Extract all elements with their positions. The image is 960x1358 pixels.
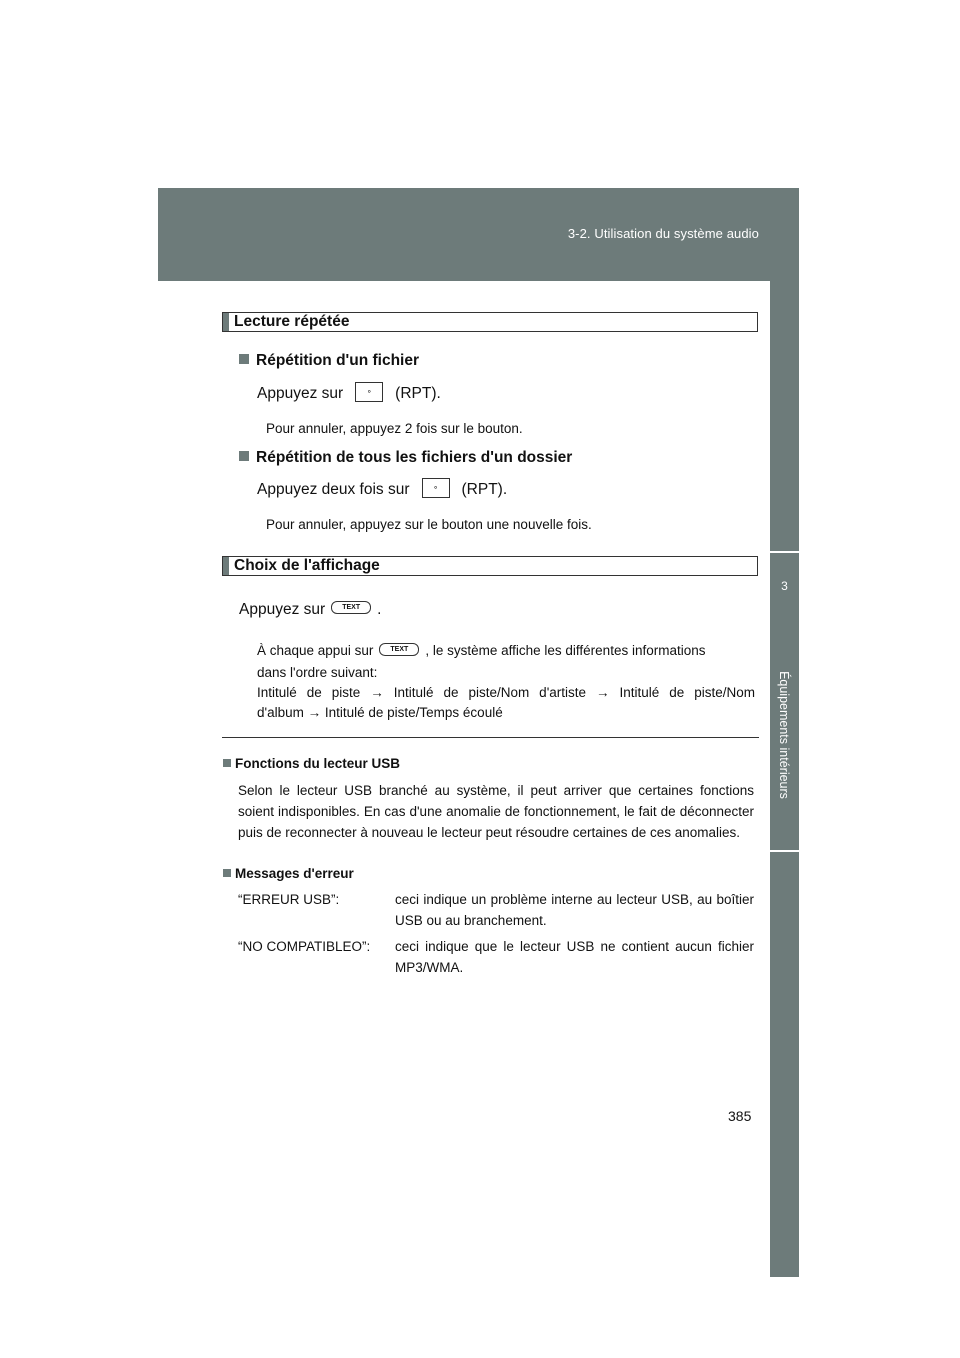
section-title-repeat: [222, 312, 758, 332]
header-band: [158, 188, 799, 281]
detail-prefix: À chaque appui sur: [257, 643, 374, 658]
section-title-display: [222, 556, 758, 576]
notes-divider: [222, 737, 759, 738]
bullet-square-icon: [239, 354, 249, 364]
note-usb-text: Selon le lecteur USB branché au système, il peut arriver que certaines fonctions soient indisponibles. En cas d'une anomalie de fonctionnement, le fait de déconnecter puis de reconnecter à nouveau le lecteur peut résoudre certaines de ces anomalies.: [238, 783, 754, 840]
section-header: 3-2. Utilisation du système audio: [567, 226, 759, 241]
instruction-repeat-folder: [257, 480, 507, 500]
error-description: ceci indique que le lecteur USB ne contient aucun fichier MP3/WMA.: [395, 939, 754, 975]
section-title-text: Choix de l'affichage: [234, 557, 380, 574]
instruction-prefix: Appuyez deux fois sur: [257, 481, 410, 499]
display-sequence-line2: d'album → Intitulé de piste/Temps écoulé: [257, 705, 503, 720]
item-heading-repeat-file: [239, 352, 419, 370]
bullet-square-icon: [223, 869, 231, 877]
instruction-suffix: (RPT).: [461, 481, 508, 499]
text-button-icon: TEXT: [379, 643, 419, 656]
instruction-display: [239, 601, 381, 619]
instruction-repeat-file: [257, 384, 441, 404]
bullet-square-icon: [239, 451, 249, 461]
error-row: [238, 889, 754, 931]
note-repeat-folder: Pour annuler, appuyez sur le bouton une nouvelle fois.: [266, 517, 592, 532]
note-repeat-file: Pour annuler, appuyez 2 fois sur le bouton.: [266, 421, 523, 436]
item-heading-repeat-folder: [239, 449, 572, 467]
note-heading-usb: [223, 756, 400, 771]
side-tab-chapter: [770, 553, 799, 850]
instruction-prefix: Appuyez sur: [257, 385, 344, 403]
error-code: “ERREUR USB”:: [238, 892, 340, 907]
title-bar: [223, 313, 229, 331]
side-tab-bottom: [770, 852, 799, 1277]
display-detail-line1: [257, 643, 705, 658]
side-tab-top: [770, 188, 799, 551]
item-heading-text: Répétition de tous les fichiers d'un dossier: [256, 449, 573, 466]
note-heading-text: Messages d'erreur: [235, 866, 354, 881]
note-heading-text: Fonctions du lecteur USB: [235, 756, 401, 771]
chapter-number: 3: [781, 579, 788, 593]
rpt-button-icon: ∘: [355, 382, 383, 402]
title-bar: [223, 557, 229, 575]
section-title-text: Lecture répétée: [234, 313, 350, 330]
error-row: [238, 936, 754, 978]
rpt-button-icon: ∘: [422, 478, 450, 498]
error-description: ceci indique un problème interne au lecteur USB, au boîtier USB ou au branchement.: [395, 892, 754, 928]
bullet-square-icon: [223, 759, 231, 767]
instruction-suffix: .: [377, 601, 382, 618]
instruction-prefix: Appuyez sur: [239, 601, 326, 618]
chapter-title: Équipements intérieurs: [777, 671, 791, 799]
page-number: 385: [728, 1108, 752, 1124]
error-code: “NO COMPATIBLEO”:: [238, 939, 371, 954]
detail-suffix: , le système affiche les différentes informations: [425, 643, 706, 658]
display-detail-line2: dans l'ordre suivant:: [257, 665, 378, 680]
text-button-icon: TEXT: [331, 601, 371, 614]
instruction-suffix: (RPT).: [395, 385, 441, 403]
note-heading-errors: [223, 866, 354, 881]
display-sequence-line1: Intitulé de piste → Intitulé de piste/Nom d'artiste → Intitulé de piste/Nom: [257, 685, 755, 700]
item-heading-text: Répétition d'un fichier: [256, 352, 419, 369]
